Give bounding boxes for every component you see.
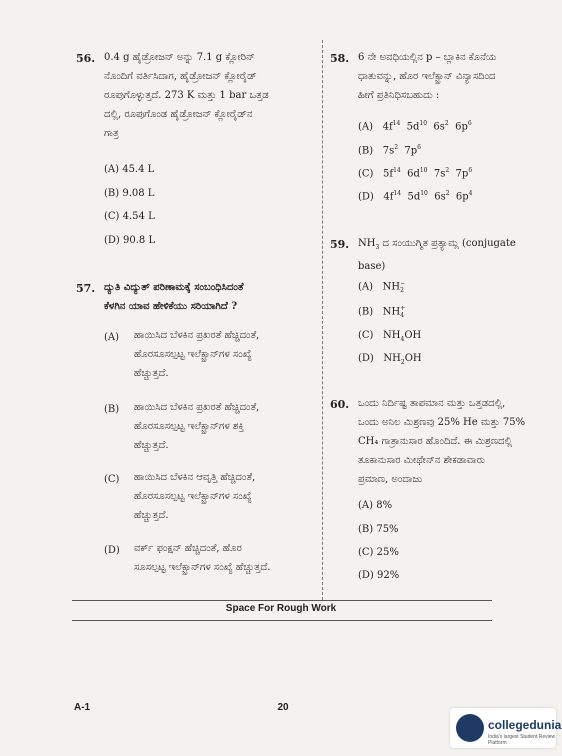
q56-option-d[interactable]: (D) 90.8 L — [104, 235, 156, 246]
option-line: ವರ್ಕ್ ಫಂಕ್ಷನ್ ಹೆಚ್ಚಿದಂತೆ, ಹೊರ — [134, 543, 242, 554]
q56-line: ದಲ್ಲಿ, ರೂಪುಗೊಂಡ ಹೈಡ್ರೋಜನ್ ಕ್ಲೋರೈಡ್‌ನ — [104, 109, 253, 120]
option-line: ಹೆಚ್ಚುತ್ತದೆ. — [134, 440, 169, 451]
q59-option-b[interactable]: (B) NH + 4 — [358, 305, 406, 319]
option-label: (C) — [358, 168, 374, 180]
q59-line: base) — [358, 261, 386, 272]
q59-option-a[interactable]: (A) NH − 2 — [358, 280, 406, 294]
option-line: ಸೂಸಲ್ಪಟ್ಟ ಇಲೆಕ್ಟ್ರಾನ್‌ಗಳ ಸಂಖ್ಯೆ ಹೆಚ್ಚುತ್ತದೆ. — [134, 562, 271, 573]
q60-text — [358, 394, 554, 489]
q60-line: ಪ್ರಮಾಣ, ಅಂದಾಜು — [358, 474, 423, 485]
option-line: ಹೊರಸೂಸಲ್ಪಟ್ಟ ಇಲೆಕ್ಟ್ರಾನ್‌ಗಳ ಸಂಖ್ಯೆ — [134, 491, 252, 502]
footer-rule-top — [72, 600, 492, 601]
q57-option-b-text[interactable] — [134, 398, 320, 455]
column-divider — [322, 40, 323, 600]
q56-option-a[interactable]: (A) 45.4 L — [104, 164, 155, 175]
q56-line: ನೊಂದಿಗೆ ವರ್ತಿಸಿದಾಗ, ಹೈಡ್ರೋಜನ್ ಕ್ಲೋರೈಡ್ — [104, 71, 257, 82]
q59-line: $NH_3$ ದ ಸಂಯುಗ್ಮಿತ ಪ್ರತ್ಯಾಮ್ಲ (conjugate — [358, 238, 516, 251]
q60-line: ತೂಕಾನುಸಾರ ಮೀಥೇನ್‌ನ ಶೇಕಡಾವಾರು — [358, 455, 486, 466]
option-line: ಹೆಚ್ಚುತ್ತದೆ. — [134, 510, 169, 521]
q57-line: ದ್ಯುತಿ ವಿದ್ಯುತ್ ಪರಿಣಾಮಕ್ಕೆ ಸಂಬಂಧಿಸಿದಂತೆ — [104, 282, 244, 293]
q57-option-a-text[interactable] — [134, 326, 320, 383]
q56-line: ರೂಪುಗೊಳ್ಳುತ್ತದೆ. 273 K ಮತ್ತು 1 bar ಒತ್ತಡ — [104, 90, 269, 101]
option-line: ಹೊರಸೂಸಲ್ಪಟ್ಟ ಇಲೆಕ್ಟ್ರಾನ್‌ಗಳ ಶಕ್ತಿ — [134, 421, 244, 432]
q59-option-c[interactable]: (C) $NH_4OH$ — [358, 330, 422, 343]
q57-option-d-label[interactable]: (D) — [104, 545, 120, 556]
q59-number: 59. — [330, 238, 350, 251]
q59-text — [358, 234, 554, 276]
collegedunia-logo — [450, 708, 562, 748]
q60-option-c[interactable]: (C) 25% — [358, 547, 399, 558]
q60-line: ಒಂದು ನಿರ್ದಿಷ್ಟ ತಾಪಮಾನ ಮತ್ತು ಒತ್ತಡದಲ್ಲಿ, — [358, 398, 506, 409]
q56-text — [104, 48, 314, 143]
q56-line: 0.4 g ಹೈಡ್ರೋಜನ್ ಅನ್ನು 7.1 g ಕ್ಲೋರಿನ್ — [104, 52, 255, 63]
logo-tagline: India's largest Student Review Platform — [488, 734, 556, 746]
q57-option-b-label[interactable]: (B) — [104, 404, 120, 415]
logo-name: collegedunia — [488, 718, 562, 732]
option-line: ಹಾಯಿಸಿದ ಬೆಳಕಿನ ಪ್ರಖರತೆ ಹೆಚ್ಚಿದಂತೆ, — [134, 330, 260, 341]
q58-line: 6 ನೇ ಅವಧಿಯಲ್ಲಿನ p – ಬ್ಲಾಕಿನ ಕೊನೆಯ — [358, 52, 497, 63]
q58-option-c[interactable]: (C) $5f^{14}$ $6d^{10}$ $7s^2$ $7p^6$ — [358, 167, 473, 180]
q56-option-b[interactable]: (B) 9.08 L — [104, 188, 155, 199]
page-number: 20 — [277, 702, 289, 713]
option-label: (B) — [358, 145, 374, 157]
q60-option-b[interactable]: (B) 75% — [358, 524, 399, 535]
option-line: ಹಾಯಿಸಿದ ಬೆಳಕಿನ ಆವೃತ್ತಿ ಹೆಚ್ಚಿದಂತೆ, — [134, 472, 256, 483]
footer-rule-bottom — [72, 620, 492, 621]
q57-line: ಕೆಳಗಿನ ಯಾವ ಹೇಳಿಕೆಯು ಸರಿಯಾಗಿದೆ ? — [104, 301, 238, 312]
q57-option-c-label[interactable]: (C) — [104, 474, 120, 485]
q60-option-d[interactable]: (D) 92% — [358, 570, 400, 581]
q58-line: ಹೀಗೆ ಪ್ರತಿನಿಧಿಸಬಹುದು : — [358, 90, 440, 101]
option-label: (A) — [358, 121, 374, 133]
q57-option-a-label[interactable]: (A) — [104, 332, 120, 343]
q60-number: 60. — [330, 398, 350, 411]
q56-line: ಗಾತ್ರ — [104, 128, 119, 139]
q59-option-d[interactable]: (D) $NH_2OH$ — [358, 353, 422, 366]
rough-work-label: Space For Rough Work — [225, 603, 337, 614]
q57-option-d-text[interactable] — [134, 539, 320, 577]
q58-text — [358, 48, 554, 105]
q58-option-b[interactable]: (B) $7s^2$ $7p^6$ — [358, 144, 421, 157]
option-label: (D) — [358, 191, 374, 203]
q57-number: 57. — [76, 282, 96, 295]
q60-line: ಒಂದು ಅನಿಲ ಮಿಶ್ರಣವು 25% He ಮತ್ತು 75% — [358, 417, 526, 428]
option-line: ಹೊರಸೂಸಲ್ಪಟ್ಟ ಇಲೆಕ್ಟ್ರಾನ್‌ಗಳ ಸಂಖ್ಯೆ — [134, 349, 252, 360]
paper-code: A-1 — [74, 702, 91, 713]
q58-number: 58. — [330, 52, 350, 65]
q56-option-c[interactable]: (C) 4.54 L — [104, 211, 155, 222]
q56-number: 56. — [76, 52, 96, 65]
q58-option-a[interactable]: (A) $4f^{14}$ $5d^{10}$ $6s^2$ $6p^6$ — [358, 120, 472, 133]
option-line: ಹಾಯಿಸಿದ ಬೆಳಕಿನ ಪ್ರಖರತೆ ಹೆಚ್ಚಿದಂತೆ, — [134, 402, 260, 413]
q57-option-c-text[interactable] — [134, 468, 320, 525]
option-line: ಹೆಚ್ಚುತ್ತದೆ. — [134, 368, 169, 379]
q60-option-a[interactable]: (A) 8% — [358, 500, 393, 511]
q58-line: ಧಾತುವನ್ನು, ಹೊರ ಇಲೆಕ್ಟ್ರಾನ್ ವಿನ್ಯಾಸದಿಂದ — [358, 71, 496, 82]
q58-option-d[interactable]: (D) $4f^{14}$ $5d^{10}$ $6s^2$ $6p^4$ — [358, 190, 473, 203]
q57-text — [104, 278, 314, 316]
q60-line: CH₄ ಗಾತ್ರಾನುಸಾರ ಹೊಂದಿದೆ. ಈ ಮಿಶ್ರಣದಲ್ಲಿ — [358, 436, 513, 447]
logo-avatar-icon — [456, 714, 484, 742]
